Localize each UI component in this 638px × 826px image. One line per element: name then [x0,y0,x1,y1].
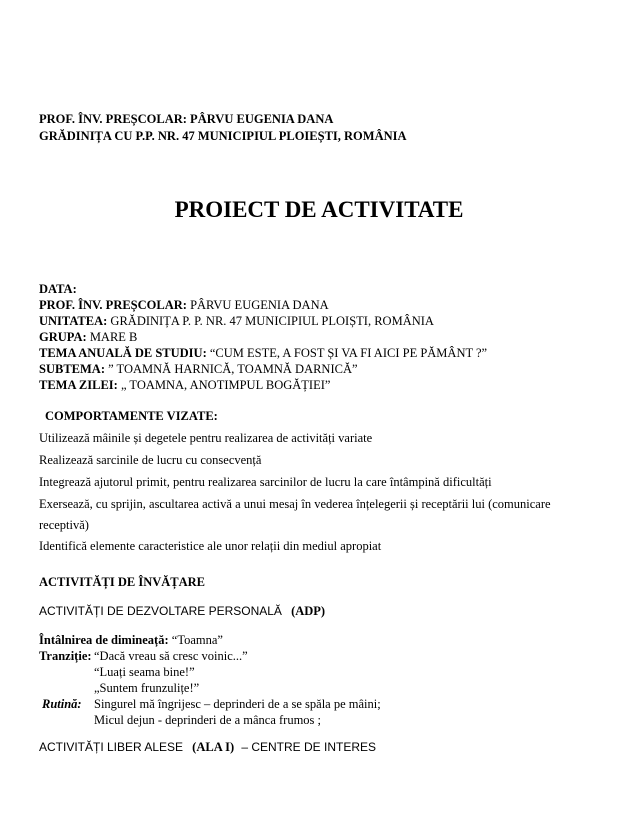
adp-row [39,603,325,619]
unit-row [39,313,434,329]
ala-row [39,739,376,755]
behavior-item: Integrează ajutorul primit, pentru realizarea sarcinilor de lucru la care întâmpină dificultăți [39,475,492,489]
teacher-label: PROF. ÎNV. PREȘCOLAR: [39,298,187,312]
ala-rest: – CENTRE DE INTERES [241,740,377,754]
annual-theme-value: “CUM ESTE, A FOST ȘI VA FI AICI PE PĂMÂNT ?” [209,346,488,360]
header-school-line: GRĂDINIȚA CU P.P. NR. 47 MUNICIPIUL PLOIEȘTI, ROMÂNIA [39,129,407,143]
behavior-item: Exersează, cu sprijin, ascultarea activă a unui mesaj în vederea înțelegerii și receptării lui (comunicare [39,497,551,511]
unit-label: UNITATEA: [39,314,108,328]
behavior-item: Identifică elemente caracteristice ale unor relații din mediul apropiat [39,539,382,553]
routine-line: Micul dejun - deprinderi de a mânca frumos ; [94,713,322,727]
header-teacher-line: PROF. ÎNV. PREȘCOLAR: PÂRVU EUGENIA DANA [39,112,334,126]
teacher-value: PÂRVU EUGENIA DANA [190,298,329,312]
day-theme-row [39,377,330,393]
ala-text: ACTIVITĂȚI LIBER ALESE [39,740,184,754]
annual-theme-label: TEMA ANUALĂ DE STUDIU: [39,346,207,360]
adp-text: ACTIVITĂȚI DE DEZVOLTARE PERSONALĂ [39,604,282,618]
behaviors-heading: COMPORTAMENTE VIZATE: [45,409,218,423]
behavior-item: Utilizează mâinile și degetele pentru realizarea de activități variate [39,431,373,445]
adp-abbr: (ADP) [291,604,326,618]
transition-line: „Suntem frunzulițe!” [94,681,200,695]
transition-line: “Luați seama bine!” [94,665,195,679]
group-value: MARE B [89,330,138,344]
learning-heading: ACTIVITĂȚI DE ÎNVĂȚARE [39,575,206,589]
day-theme-value: „ TOAMNA, ANOTIMPUL BOGĂȚIEI” [120,378,331,392]
group-label: GRUPA: [39,330,87,344]
subtheme-value: ” TOAMNĂ HARNICĂ, TOAMNĂ DARNICĂ” [108,362,358,376]
subtheme-label: SUBTEMA: [39,362,105,376]
subtheme-row [39,361,358,377]
day-theme-label: TEMA ZILEI: [39,378,118,392]
ala-abbr: (ALA I) [192,740,235,754]
transition-label: Tranziție: [39,649,92,663]
meeting-row [39,632,223,648]
teacher-row [39,297,329,313]
group-row [39,329,137,345]
page-title: PROIECT DE ACTIVITATE [174,197,464,222]
routine-label: Rutină: [42,697,82,711]
routine-line: Singurel mă îngrijesc – deprinderi de a se spăla pe mâini; [94,697,381,711]
behavior-item: receptivă) [39,518,89,532]
unit-value: GRĂDINIȚA P. P. NR. 47 MUNICIPIUL PLOIȘTI, ROMÂNIA [110,314,434,328]
meeting-label: Întâlnirea de dimineață: [39,633,169,647]
annual-theme-row [39,345,487,361]
behavior-item: Realizează sarcinile de lucru cu consecvență [39,453,262,467]
date-label: DATA: [39,282,77,296]
transition-line: “Dacă vreau să cresc voinic...” [94,649,248,663]
meeting-value: “Toamna” [171,633,223,647]
